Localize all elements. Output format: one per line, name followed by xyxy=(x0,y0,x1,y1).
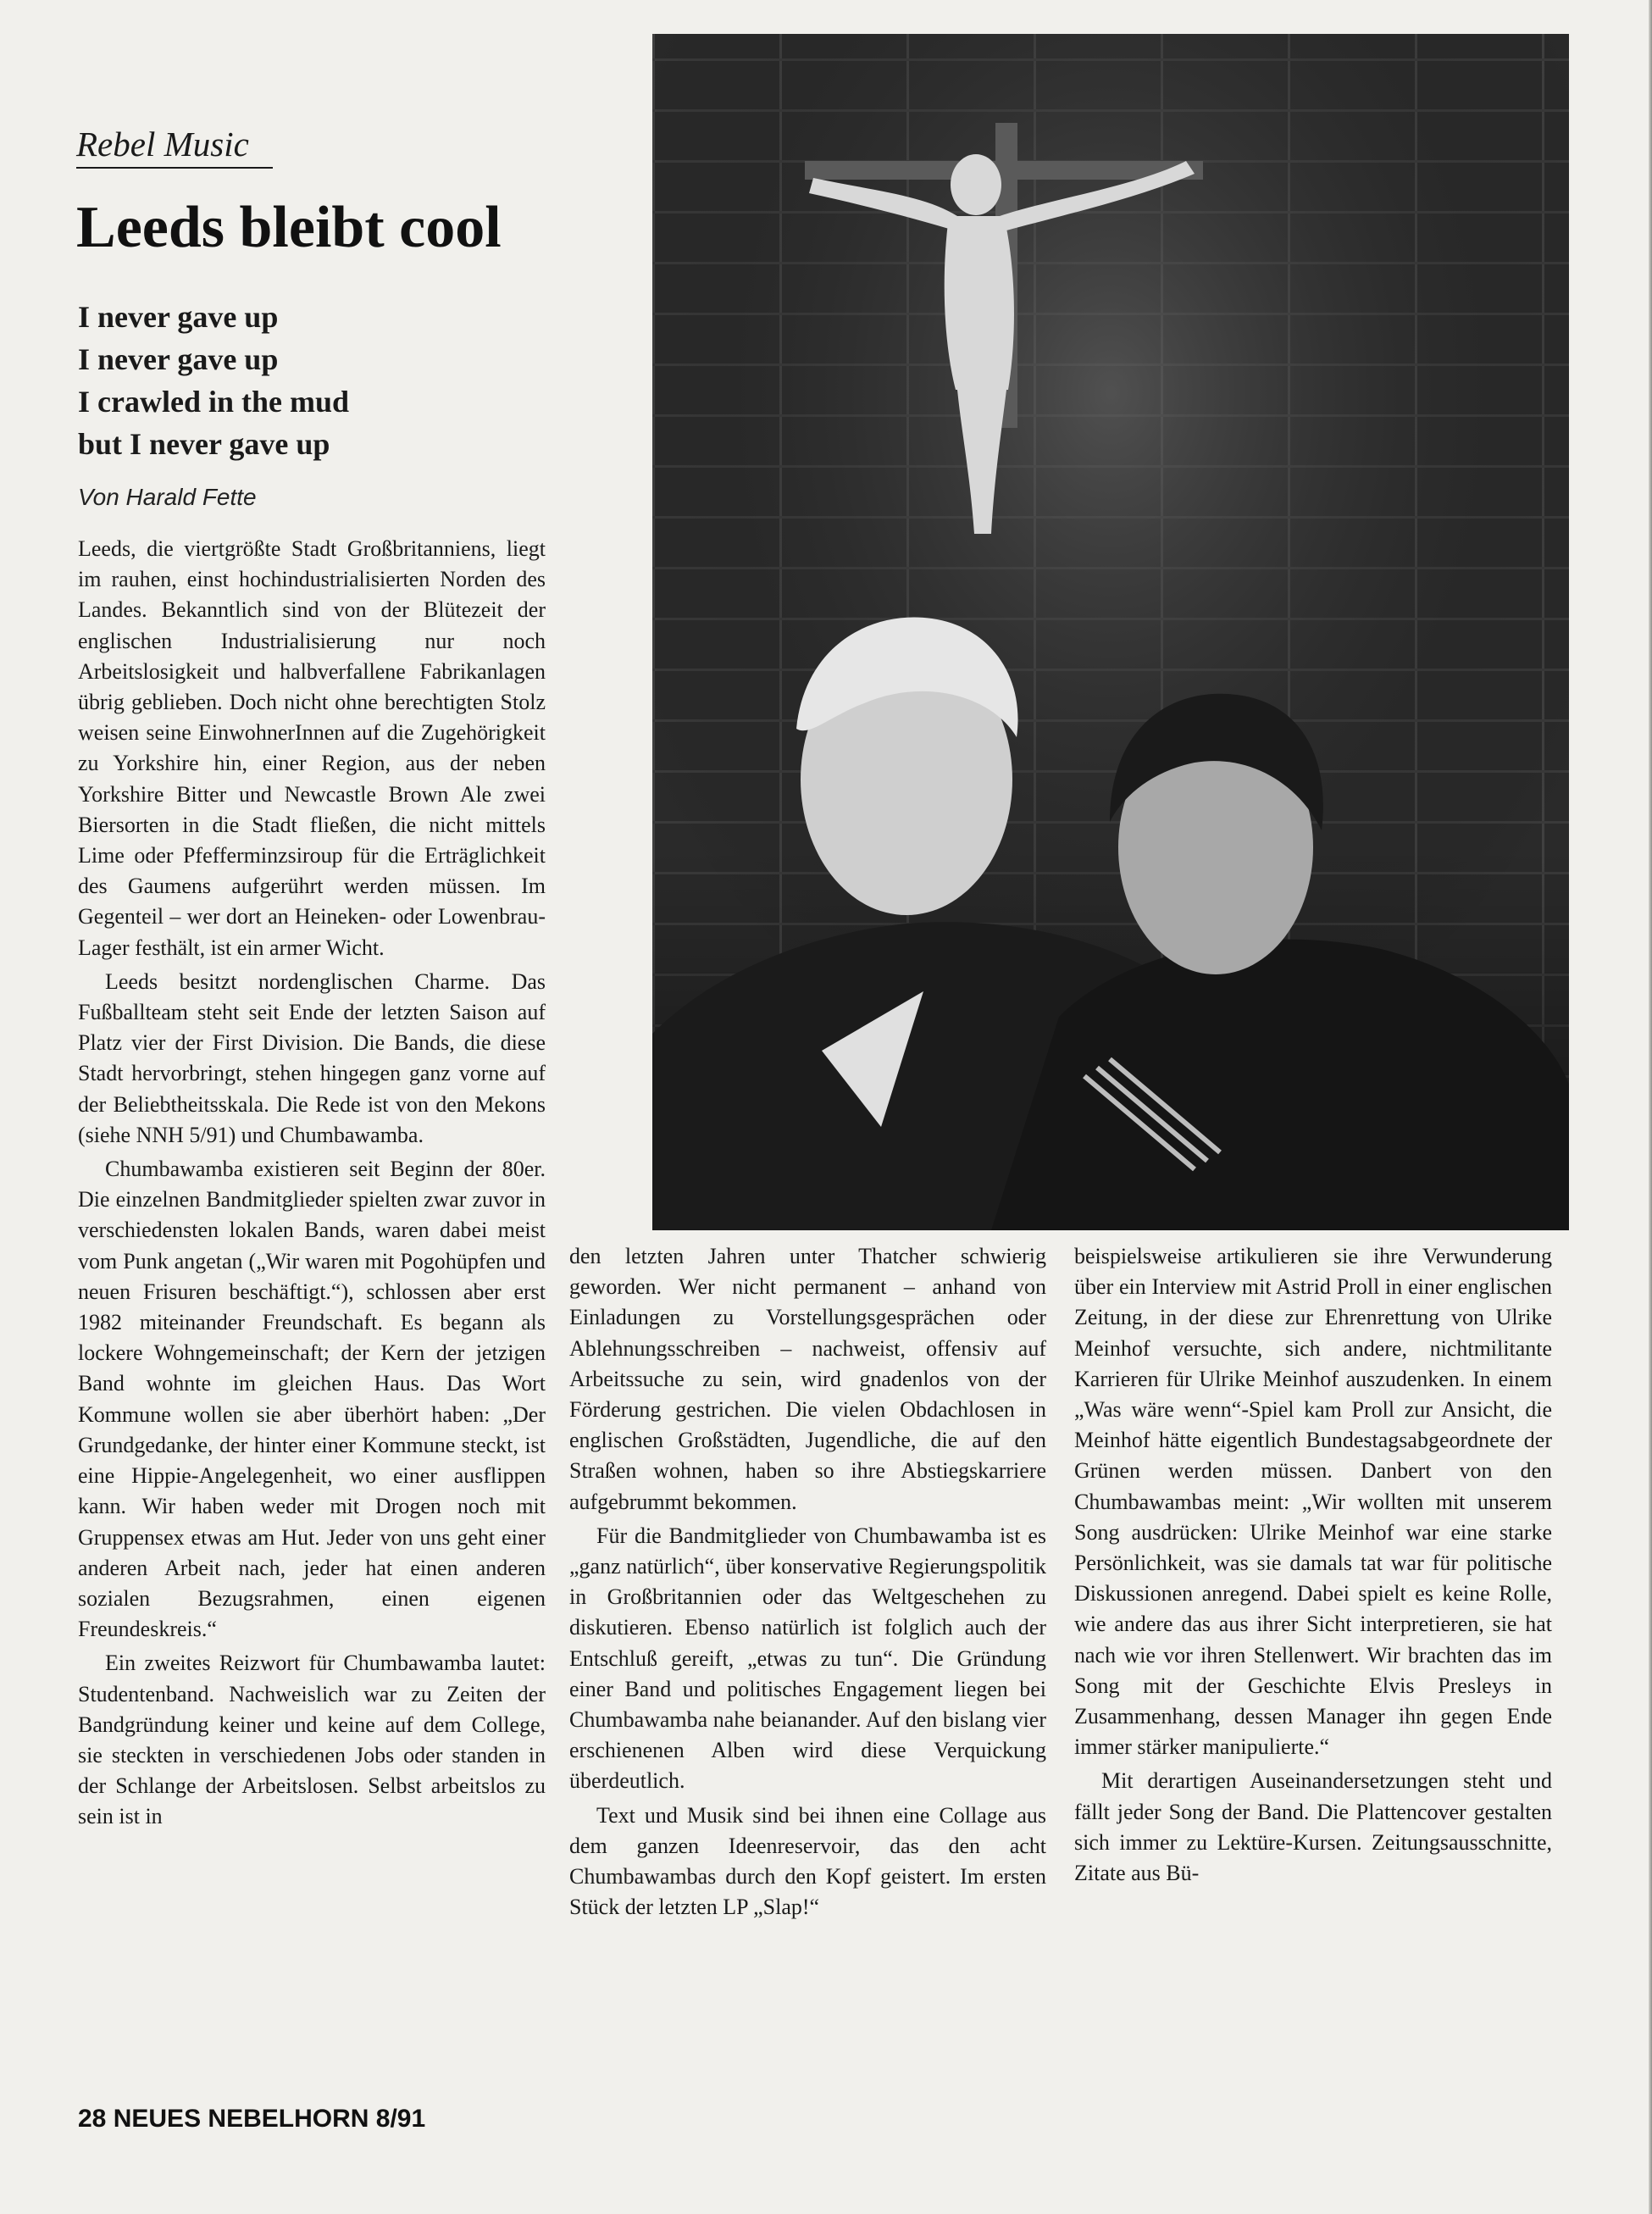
article-paragraph: Für die Bandmitglieder von Chumbawamba ist es „ganz natürlich“, über konservative Regierungspolitik in Großbritannien oder das Weltgeschehen zu diskutieren. Ebenso natürlich ist folglich auch der Entschluß gereift, „etwas zu tun“. Die Gründung einer Band und politisches Engagement liegen bei Chumbawamba nahe beianander. Auf den bislang vier erschienenen Alben wird diese Verquickung überdeutlich. xyxy=(569,1523,1046,1794)
article-paragraph: Mit derartigen Auseinandersetzungen steht und fällt jeder Song der Band. Die Plattencover gestalten sich immer zu Lektüre-Kursen. Zeitungsausschnitte, Zitate aus Bü- xyxy=(1074,1768,1552,1886)
article-column-2 xyxy=(569,1241,1046,1923)
article-paragraph: den letzten Jahren unter Thatcher schwierig geworden. Wer nicht permanent – anhand von Einladungen zu Vorstellungsgesprächen oder Ablehnungsschreiben – nachweist, offensiv auf Arbeitssuche zu sein, wird gnadenlos von der Förderung gestrichen. Die vielen Obdachlosen in englischen Großstädten, Jugendliche, die auf den Straßen wohnen, haben so ihre Abstiegskarriere aufgebrummt bekommen. xyxy=(569,1244,1046,1514)
page-footer xyxy=(78,2102,756,2136)
lyrics-quote xyxy=(78,296,586,465)
article-column-3 xyxy=(1074,1241,1552,1889)
article-column-1 xyxy=(78,534,546,1833)
page-edge xyxy=(1649,0,1652,2214)
article-paragraph: Leeds besitzt nordenglischen Charme. Das Fußballteam steht seit Ende der letzten Saison auf Platz vier der First Division. Die Bands, die diese Stadt hervorbringt, stehen hingegen ganz vorne auf der Beliebtheitsskala. Die Rede ist von den Mekons (siehe NNH 5/91) und Chumbawamba. xyxy=(78,968,546,1147)
article-headline: Leeds bleibt cool xyxy=(76,195,502,260)
article-paragraph: Leeds, die viertgrößte Stadt Großbritanniens, liegt im rauhen, einst hochindustrialisierten Norden des Landes. Bekanntlich sind von der Blütezeit der englischen Industrialisierung nur noch Arbeitslosigkeit und halbverfallene Fabrikanlagen übrig geblieben. Doch nicht ohne berechtigten Stolz weisen seine EinwohnerInnen auf die Zugehörigkeit zu Yorkshire hin, einer Region, aus der neben Yorkshire Bitter und Newcastle Brown Ale zwei Biersorten in die Stadt fließen, die nicht mittels Lime oder Pfefferminzsiroup für die Erträglichkeit des Gaumens aufgerührt werden müssen. Im Gegenteil – wer dort an Heineken- oder Lowenbrau-Lager festhält, ist ein armer Wicht. xyxy=(78,536,546,960)
issue-number: 8/91 xyxy=(375,2105,426,2133)
band-photo xyxy=(652,34,1569,1230)
section-kicker: Rebel Music xyxy=(76,121,273,169)
article-paragraph: beispielsweise artikulieren sie ihre Verwunderung über ein Interview mit Astrid Proll in einer englischen Zeitung, in der diese zur Ehrenrettung von Ulrike Meinhof versuchte, sich andere, nichtmilitante Karrieren für Ulrike Meinhof auszudenken. In einem „Was wäre wenn“-Spiel kam Proll zur Ansicht, die Meinhof hätte eigentlich Bundestagsabgeordnete der Grünen werden müssen. Danbert von den Chumbawambas meint: „Wir wollten mit unserem Song ausdrücken: Ulrike Meinhof war eine starke Persönlichkeit, was sie damals tat war für politische Diskussionen anregend. Dabei spielt es keine Rolle, wie andere das aus ihrer Sicht interpretieren, sie hat nach wie vor ihren Stellenwert. Wir brachten das im Song mit der Geschichte Elvis Presleys in Zusammenhang, dessen Manager ihn gegen Ende immer stärker manipulierte.“ xyxy=(1074,1244,1552,1760)
article-paragraph: Chumbawamba existieren seit Beginn der 80er. Die einzelnen Bandmitglieder spielten zwar zuvor in verschiedensten lokalen Bands, waren dabei meist vom Punk angetan („Wir waren mit Pogohüpfen und neuen Frisuren beschäftigt.“), schlossen aber erst 1982 miteinander Freundschaft. Es begann als lockere Wohngemeinschaft; der Kern der jetzigen Band wohnte im gleichen Haus. Das Wort Kommune wollen sie aber überhört haben: „Der Grundgedanke, der hinter einer Kommune steckt, ist eine Hippie-Angelegenheit, wo einer ausflippen kann. Wir haben weder mit Drogen noch mit Gruppensex etwas am Hut. Jeder von uns geht einer anderen Arbeit nach, jeder hat einen anderen sozialen Bezugsrahmen, einen eigenen Freundeskreis.“ xyxy=(78,1157,546,1642)
page-number: 28 xyxy=(78,2105,107,2133)
lyric-line: I crawled in the mud xyxy=(78,385,350,419)
lyric-line: I never gave up xyxy=(78,342,279,376)
article-paragraph: Ein zweites Reizwort für Chumbawamba lautet: Studentenband. Nachweislich war zu Zeiten der Bandgründung keiner und keine auf dem College, sie steckten in verschiedenen Jobs oder standen in der Schlange der Arbeitslosen. Selbst arbeitslos zu sein ist in xyxy=(78,1651,546,1829)
lyric-line: I never gave up xyxy=(78,300,279,334)
magazine-name: NEUES NEBELHORN xyxy=(113,2105,369,2133)
byline: Von Harald Fette xyxy=(78,484,257,510)
lyric-line: but I never gave up xyxy=(78,427,330,461)
article-paragraph: Text und Musik sind bei ihnen eine Collage aus dem ganzen Ideenreservoir, das den acht Chumbawambas durch den Kopf geistert. Im ersten Stück der letzten LP „Slap!“ xyxy=(569,1802,1046,1920)
band-photo-illustration xyxy=(652,34,1569,1230)
